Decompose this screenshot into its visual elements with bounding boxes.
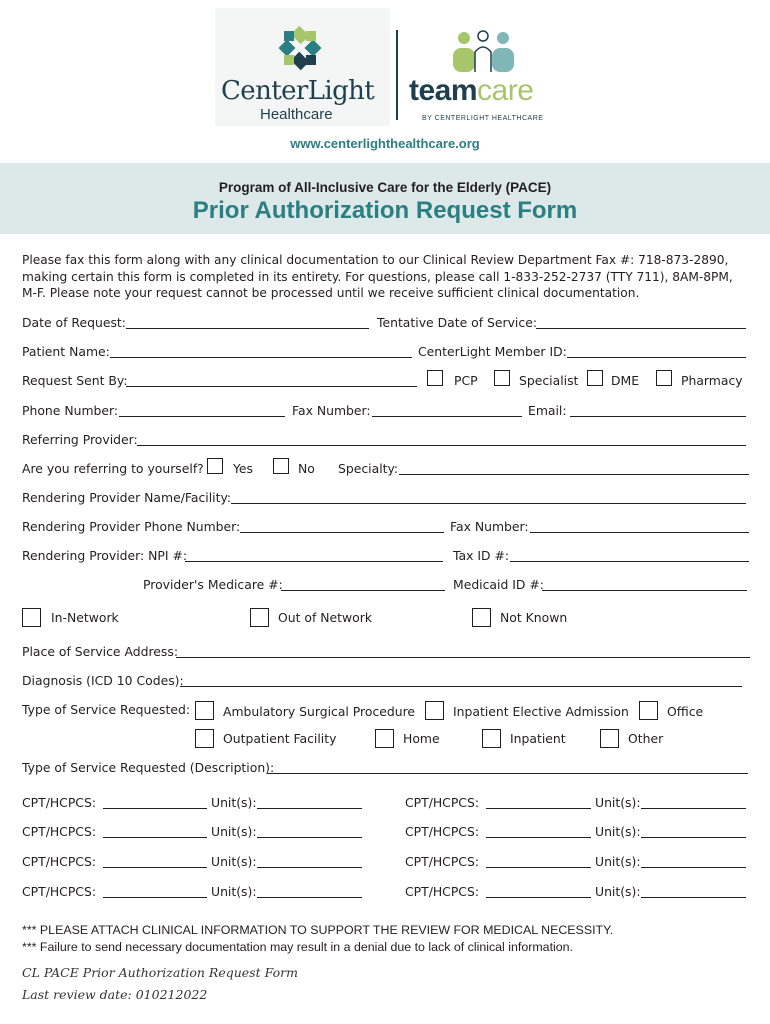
cpt-label: CPT/HCPCS: (405, 795, 479, 810)
in-network-checkbox[interactable] (22, 608, 41, 627)
yes-checkbox[interactable] (207, 458, 223, 474)
fax-field[interactable] (372, 416, 522, 417)
other-label: Other (628, 731, 664, 746)
units-label: Unit(s): (211, 795, 257, 810)
home-checkbox[interactable] (375, 729, 394, 748)
footer-review-date: Last review date: 010212022 (22, 987, 208, 1002)
cpt-label: CPT/HCPCS: (22, 854, 96, 869)
cpt-label: CPT/HCPCS: (405, 884, 479, 899)
inpatient-label: Inpatient (510, 731, 566, 746)
form-title: Prior Authorization Request Form (192, 197, 578, 224)
specialist-label: Specialist (519, 373, 579, 388)
npi-field[interactable] (185, 561, 443, 562)
referring-provider-label: Referring Provider: (22, 432, 138, 447)
patient-name-label: Patient Name: (22, 344, 110, 359)
units-field[interactable] (257, 897, 362, 898)
request-sent-by-field[interactable] (126, 386, 417, 387)
intro-line-3: M-F. Please note your request cannot be processed until we receive sufficient clinical documentation. (22, 286, 640, 300)
specialty-label: Specialty: (338, 461, 399, 476)
office-checkbox[interactable] (639, 701, 658, 720)
teamcare-people-icon (448, 30, 518, 74)
email-label: Email: (528, 403, 567, 418)
note-denial-warning: *** Failure to send necessary documentation may result in a denial due to lack of clinical information. (22, 940, 573, 954)
place-of-service-field[interactable] (176, 657, 750, 658)
not-known-checkbox[interactable] (472, 608, 491, 627)
cpt-label: CPT/HCPCS: (22, 795, 96, 810)
type-description-field[interactable] (267, 773, 748, 774)
ambulatory-label: Ambulatory Surgical Procedure (223, 704, 416, 719)
rendering-phone-field[interactable] (240, 532, 444, 533)
cpt-field[interactable] (486, 867, 591, 868)
cpt-label: CPT/HCPCS: (405, 854, 479, 869)
units-label: Unit(s): (595, 884, 641, 899)
cpt-label: CPT/HCPCS: (22, 824, 96, 839)
out-network-label: Out of Network (278, 610, 373, 625)
units-field[interactable] (257, 867, 362, 868)
in-network-label: In-Network (51, 610, 119, 625)
medicaid-label: Medicaid ID #: (453, 577, 544, 592)
rendering-name-label: Rendering Provider Name/Facility: (22, 490, 232, 505)
outpatient-checkbox[interactable] (195, 729, 214, 748)
logo-divider (396, 30, 398, 120)
cpt-field[interactable] (486, 808, 591, 809)
units-field[interactable] (641, 867, 746, 868)
cpt-field[interactable] (486, 897, 591, 898)
tax-id-field[interactable] (510, 561, 749, 562)
logo-name: CenterLight (221, 76, 375, 106)
phone-label: Phone Number: (22, 403, 119, 418)
member-id-label: CenterLight Member ID: (418, 344, 567, 359)
teamcare-care: care (477, 74, 534, 107)
type-of-service-label: Type of Service Requested: (22, 702, 191, 717)
units-label: Unit(s): (211, 824, 257, 839)
tentative-date-label: Tentative Date of Service: (377, 315, 537, 330)
units-label: Unit(s): (595, 854, 641, 869)
rendering-phone-label: Rendering Provider Phone Number: (22, 519, 241, 534)
form-subtitle: Program of All-Inclusive Care for the Elderly (PACE) (218, 180, 552, 195)
tentative-date-field[interactable] (536, 328, 746, 329)
teamcare-team: team (409, 74, 478, 107)
member-id-field[interactable] (567, 357, 746, 358)
cpt-label: CPT/HCPCS: (22, 884, 96, 899)
cpt-field[interactable] (103, 808, 207, 809)
pcp-label: PCP (454, 373, 478, 388)
units-field[interactable] (257, 837, 362, 838)
rendering-name-field[interactable] (231, 503, 746, 504)
units-field[interactable] (641, 837, 746, 838)
note-attach-clinical: *** PLEASE ATTACH CLINICAL INFORMATION TO SUPPORT THE REVIEW FOR MEDICAL NECESSITY. (22, 923, 614, 937)
website-link[interactable]: www.centerlighthealthcare.org (290, 136, 480, 151)
units-label: Unit(s): (595, 795, 641, 810)
cpt-field[interactable] (103, 867, 207, 868)
pcp-checkbox[interactable] (427, 370, 443, 386)
inpatient-elective-label: Inpatient Elective Admission (453, 704, 629, 719)
teamcare-subtitle: BY CENTERLIGHT HEALTHCARE (422, 115, 544, 122)
date-of-request-field[interactable] (126, 328, 369, 329)
npi-label: Rendering Provider: NPI #: (22, 548, 188, 563)
cpt-field[interactable] (103, 837, 207, 838)
units-field[interactable] (641, 897, 746, 898)
email-field[interactable] (570, 416, 746, 417)
units-field[interactable] (257, 808, 362, 809)
units-label: Unit(s): (211, 854, 257, 869)
diagnosis-field[interactable] (180, 686, 742, 687)
units-label: Unit(s): (595, 824, 641, 839)
logo-subtitle: Healthcare (260, 106, 333, 123)
diagnosis-label: Diagnosis (ICD 10 Codes): (22, 673, 184, 688)
cpt-label: CPT/HCPCS: (405, 824, 479, 839)
yes-label: Yes (233, 461, 254, 476)
specialist-checkbox[interactable] (494, 370, 510, 386)
footer-form-name: CL PACE Prior Authorization Request Form (22, 965, 298, 980)
out-network-checkbox[interactable] (250, 608, 269, 627)
fax-label: Fax Number: (292, 403, 371, 418)
ambulatory-checkbox[interactable] (195, 701, 214, 720)
intro-line-2: making certain this form is completed in its entirety. For questions, please call 1-833-252-2737 (TTY 711), 8AM-8PM, (22, 269, 733, 284)
patient-name-field[interactable] (110, 357, 412, 358)
units-field[interactable] (641, 808, 746, 809)
type-description-label: Type of Service Requested (Description): (22, 760, 275, 775)
units-label: Unit(s): (211, 884, 257, 899)
dme-label: DME (611, 373, 640, 388)
teamcare-logo (409, 74, 533, 108)
cpt-field[interactable] (486, 837, 591, 838)
medicare-field[interactable] (281, 590, 445, 591)
no-label: No (298, 461, 315, 476)
specialty-field[interactable] (399, 474, 749, 475)
not-known-label: Not Known (500, 610, 568, 625)
request-sent-by-label: Request Sent By: (22, 373, 128, 388)
referring-self-label: Are you referring to yourself? (22, 461, 204, 476)
tax-id-label: Tax ID #: (453, 548, 510, 563)
rendering-fax-field[interactable] (530, 532, 749, 533)
referring-provider-field[interactable] (137, 445, 746, 446)
inpatient-elective-checkbox[interactable] (425, 701, 444, 720)
medicaid-field[interactable] (542, 590, 747, 591)
rendering-fax-label: Fax Number: (450, 519, 529, 534)
no-checkbox[interactable] (273, 458, 289, 474)
home-label: Home (403, 731, 440, 746)
intro-line-1: Please fax this form along with any clinical documentation to our Clinical Review Department Fax #: 718-873-2890, (22, 253, 729, 267)
dme-checkbox[interactable] (587, 370, 603, 386)
phone-field[interactable] (119, 416, 285, 417)
place-of-service-label: Place of Service Address: (22, 644, 179, 659)
outpatient-label: Outpatient Facility (223, 731, 337, 746)
inpatient-checkbox[interactable] (482, 729, 501, 748)
date-of-request-label: Date of Request: (22, 315, 126, 330)
other-checkbox[interactable] (600, 729, 619, 748)
pharmacy-label: Pharmacy (681, 373, 743, 388)
office-label: Office (667, 704, 704, 719)
pharmacy-checkbox[interactable] (656, 370, 672, 386)
cpt-field[interactable] (103, 897, 207, 898)
intro-paragraph (22, 252, 757, 302)
medicare-label: Provider's Medicare #: (143, 577, 283, 592)
